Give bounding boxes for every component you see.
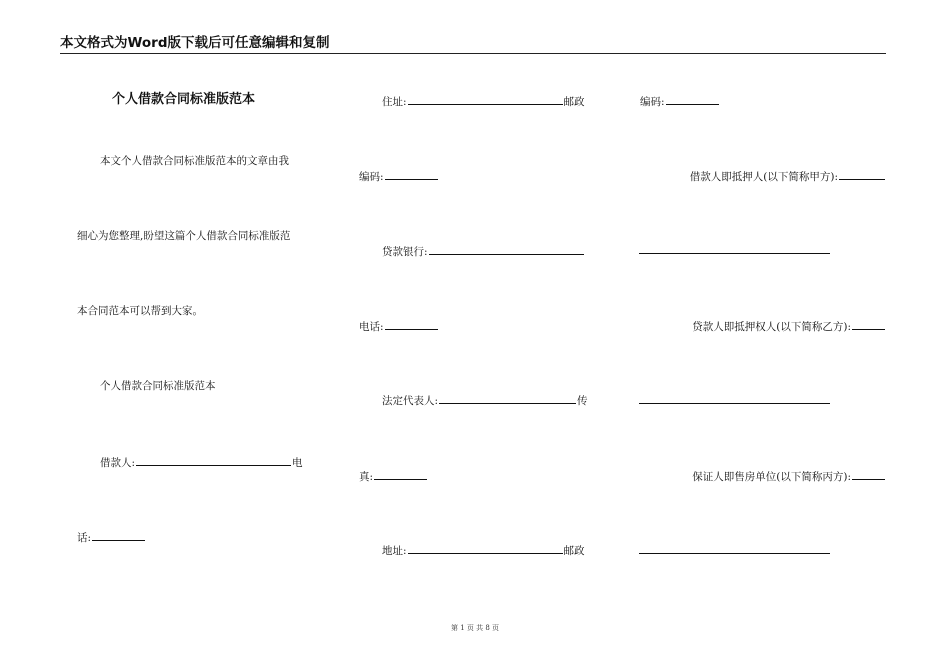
intro-line-2: 细心为您整理,盼望这篇个人借款合同标准版范: [77, 230, 291, 242]
phone-label: 话:: [77, 532, 92, 544]
code2-line: [640, 93, 720, 109]
party-a-name-rule: [639, 253, 830, 254]
code-line: [359, 168, 439, 184]
bank-label: 贷款银行:: [382, 246, 428, 258]
party-c-line: [692, 468, 886, 484]
tel-blank: [385, 318, 438, 330]
tel-line: [359, 318, 439, 334]
legal-rep-line: [382, 392, 588, 408]
code2-blank: [666, 93, 719, 105]
header-notice: 本文格式为Word版下载后可任意编辑和复制: [60, 34, 886, 54]
legal-rep-blank: [439, 392, 576, 404]
code2-label: 编码:: [640, 96, 665, 108]
postal-tail: 邮政: [563, 96, 585, 108]
phone-blank: [92, 529, 145, 541]
party-c-blank: [852, 468, 885, 480]
borrower-label: 借款人:: [100, 457, 136, 469]
code-blank: [385, 168, 438, 180]
party-a-label: 借款人即抵押人(以下简称甲方):: [689, 171, 838, 183]
fax-label: 真:: [359, 471, 374, 483]
party-a-blank: [839, 168, 885, 180]
page-number: 第 1 页 共 8 页: [450, 624, 500, 632]
contract-subtitle: 个人借款合同标准版范本: [100, 380, 216, 392]
intro-line-3: 本合同范本可以帮到大家。: [77, 305, 203, 317]
party-c-label: 保证人即售房单位(以下简称丙方):: [692, 471, 851, 483]
party-b-line: [692, 318, 886, 334]
address-label: 住址:: [382, 96, 407, 108]
phone-line: [77, 529, 146, 545]
fax-blank: [374, 468, 427, 480]
borrower-line: [100, 454, 303, 470]
code-label: 编码:: [359, 171, 384, 183]
borrower-blank: [136, 454, 291, 466]
party-a-line: [690, 168, 886, 184]
address-blank: [408, 93, 563, 105]
bank-line: [382, 243, 585, 259]
postal2-tail: 邮政: [563, 545, 585, 557]
party-b-name-rule: [639, 403, 830, 404]
address2-line: [382, 542, 585, 558]
fax-line: [359, 468, 428, 484]
legal-rep-label: 法定代表人:: [382, 395, 439, 407]
intro-line-1: 本文个人借款合同标准版范本的文章由我: [100, 155, 289, 167]
tel-label: 电话:: [359, 321, 384, 333]
party-b-label: 贷款人即抵押权人(以下简称乙方):: [692, 321, 851, 333]
address-line: [382, 93, 585, 109]
party-c-name-rule: [639, 553, 830, 554]
party-b-blank: [852, 318, 885, 330]
borrower-tail: 电: [292, 457, 303, 469]
fax-tail: 传: [577, 395, 588, 407]
bank-blank: [429, 243, 584, 255]
address2-label: 地址:: [382, 545, 407, 557]
document-title: 个人借款合同标准版范本: [112, 92, 256, 107]
address2-blank: [408, 542, 563, 554]
